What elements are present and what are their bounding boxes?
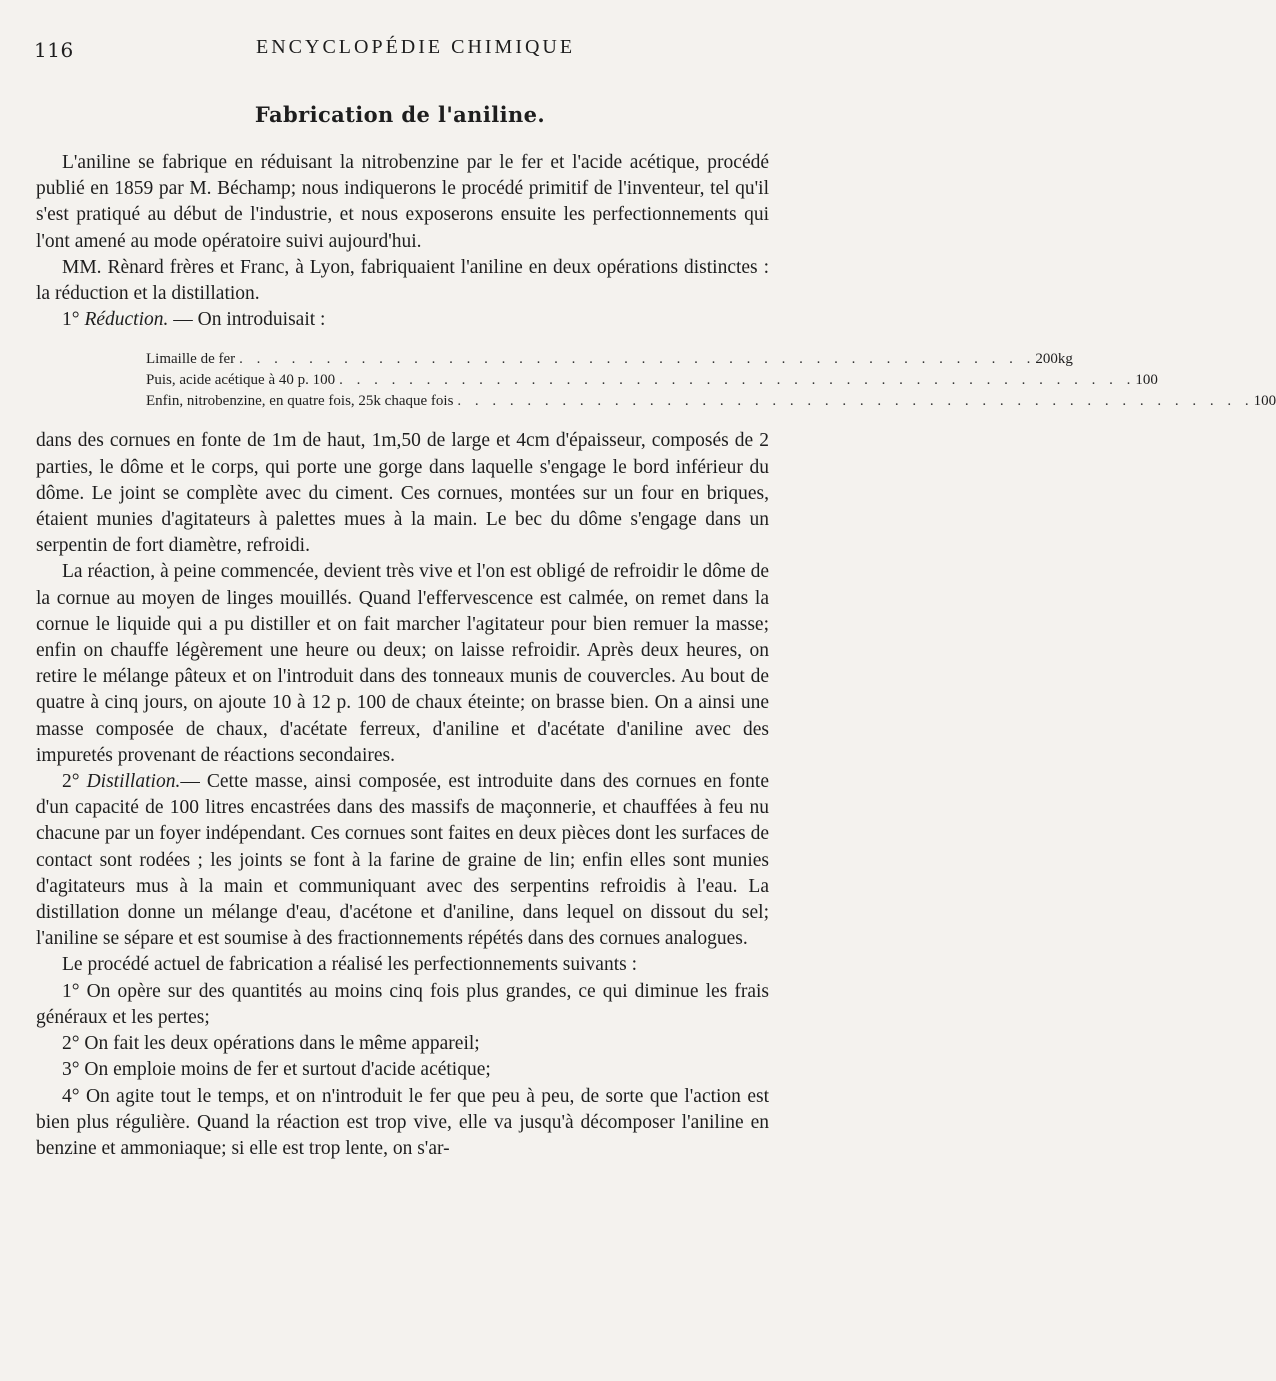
- ingredient-label: Enfin, nitrobenzine, en quatre fois, 25k chaque fois: [146, 393, 454, 410]
- leader-dots: . . . . . . . . . . . . . . . . . . . . . . . . . . . . . . . . . . . . . . . . . . . . . .: [339, 372, 1136, 389]
- step-title-reduction: Réduction.: [84, 309, 169, 331]
- step-text: — Cette masse, ainsi composée, est introduite dans des cornues en fonte d'un capacité de 100 litres encastrées dans des massifs de maçonnerie, et chauffées à feu nu chacune par un foyer indépendant. Ces cornues sont faites en deux pièces dont les surfaces de contact sont rodées ; les joints se font à la farine de graine de lin; enfin elles sont munies d'agitateurs mus à la main et communiquant avec des serpentins refroidis à l'eau. La distillation donne un mélange d'eau, d'acétone et d'aniline, dans lequel on dissout du sel; l'aniline se sépare et est soumise à des fractionnements répétés dans des cornues analogues.: [36, 771, 769, 950]
- paragraph-improvements: Le procédé actuel de fabrication a réalisé les perfectionnements suivants :: [62, 954, 637, 976]
- paragraph-cornues: dans des cornues en fonte de 1m de haut, 1m,50 de large et 4cm d'épaisseur, composés de 2 parties, le dôme et le corps, qui porte une gorge dans laquelle s'engage le bord inférieur du dôme. Le joint se complète avec du ciment. Ces cornues, montées sur un four en briques, étaient munies d'agitateurs à palettes mues à la main. Le bec du dôme s'engage dans un serpentin de fort diamètre, refroidi.: [36, 430, 769, 557]
- page-header: [0, 30, 800, 60]
- improvement-item-4: 4° On agite tout le temps, et on n'introduit le fer que peu à peu, de sorte que l'action est bien plus régulière. Quand la réaction est trop vive, elle va jusqu'à décomposer l'aniline en benzine et ammoniaque; si elle est trop lente, on s'ar-: [36, 1085, 769, 1159]
- running-head: ENCYCLOPÉDIE CHIMIQUE: [256, 36, 576, 58]
- paragraph-intro: L'aniline se fabrique en réduisant la nitrobenzine par le fer et l'acide acétique, procédé publié en 1859 par M. Béchamp; nous indiquerons le procédé primitif de l'inventeur, tel qu'il s'est pratiqué au début de l'industrie, et nous exposerons ensuite les perfectionnements qui l'ont amené au mode opératoire suivi aujourd'hui.: [36, 152, 769, 252]
- paragraph-reaction: La réaction, à peine commencée, devient très vive et l'on est obligé de refroidir le dôme de la cornue au moyen de linges mouillés. Quand l'effervescence est calmée, on remet dans la cornue le liquide qui a pu distiller et on fait marcher l'agitateur pour bien remuer la masse; enfin on chauffe légèrement une heure ou deux; on laisse refroidir. Après deux heures, on retire le mélange pâteux et on l'introduit dans des tonneaux munis de couvercles. Au bout de quatre à cinq jours, on ajoute 10 à 12 p. 100 de chaux éteinte; on brasse bien. On a ainsi une masse composée de chaux, d'acétate ferreux, d'aniline et d'acétate d'aniline avec des impuretés provenant de réactions secondaires.: [36, 561, 769, 766]
- ingredient-row: [146, 349, 1073, 370]
- improvement-item-2: 2° On fait les deux opérations dans le même appareil;: [62, 1033, 480, 1055]
- ingredient-quantity: 100: [1135, 372, 1158, 389]
- step-text: — On introduisait :: [168, 309, 326, 331]
- leader-dots: . . . . . . . . . . . . . . . . . . . . . . . . . . . . . . . . . . . . . . . . . . . . . .: [239, 351, 1036, 368]
- body-text: [36, 150, 1276, 1162]
- leader-dots: . . . . . . . . . . . . . . . . . . . . . . . . . . . . . . . . . . . . . . . . . . . . . .: [457, 393, 1254, 410]
- paragraph-reduction: [36, 307, 769, 333]
- section-title: Fabrication de l'aniline.: [254, 102, 546, 127]
- step-title-distillation: Distillation.: [86, 771, 181, 793]
- paragraph-distillation: [36, 769, 769, 952]
- improvement-item-1: 1° On opère sur des quantités au moins cinq fois plus grandes, ce qui diminue les frais généraux et les pertes;: [36, 980, 769, 1028]
- ingredients-list: [146, 349, 1276, 412]
- ingredient-row: [146, 370, 1158, 391]
- improvement-item-3: 3° On emploie moins de fer et surtout d'acide acétique;: [62, 1059, 491, 1081]
- ingredient-quantity: 200kg: [1035, 351, 1073, 368]
- step-number: 2°: [62, 771, 87, 793]
- ingredient-row: [146, 391, 1276, 412]
- ingredient-quantity: 100: [1253, 393, 1276, 410]
- page-number: 116: [34, 38, 74, 62]
- paragraph-renard: MM. Rènard frères et Franc, à Lyon, fabriquaient l'aniline en deux opérations distinctes : la réduction et la distillation.: [36, 256, 769, 305]
- ingredient-label: Puis, acide acétique à 40 p. 100: [146, 372, 336, 389]
- ingredient-label: Limaille de fer: [146, 351, 236, 368]
- step-number: 1°: [62, 309, 85, 331]
